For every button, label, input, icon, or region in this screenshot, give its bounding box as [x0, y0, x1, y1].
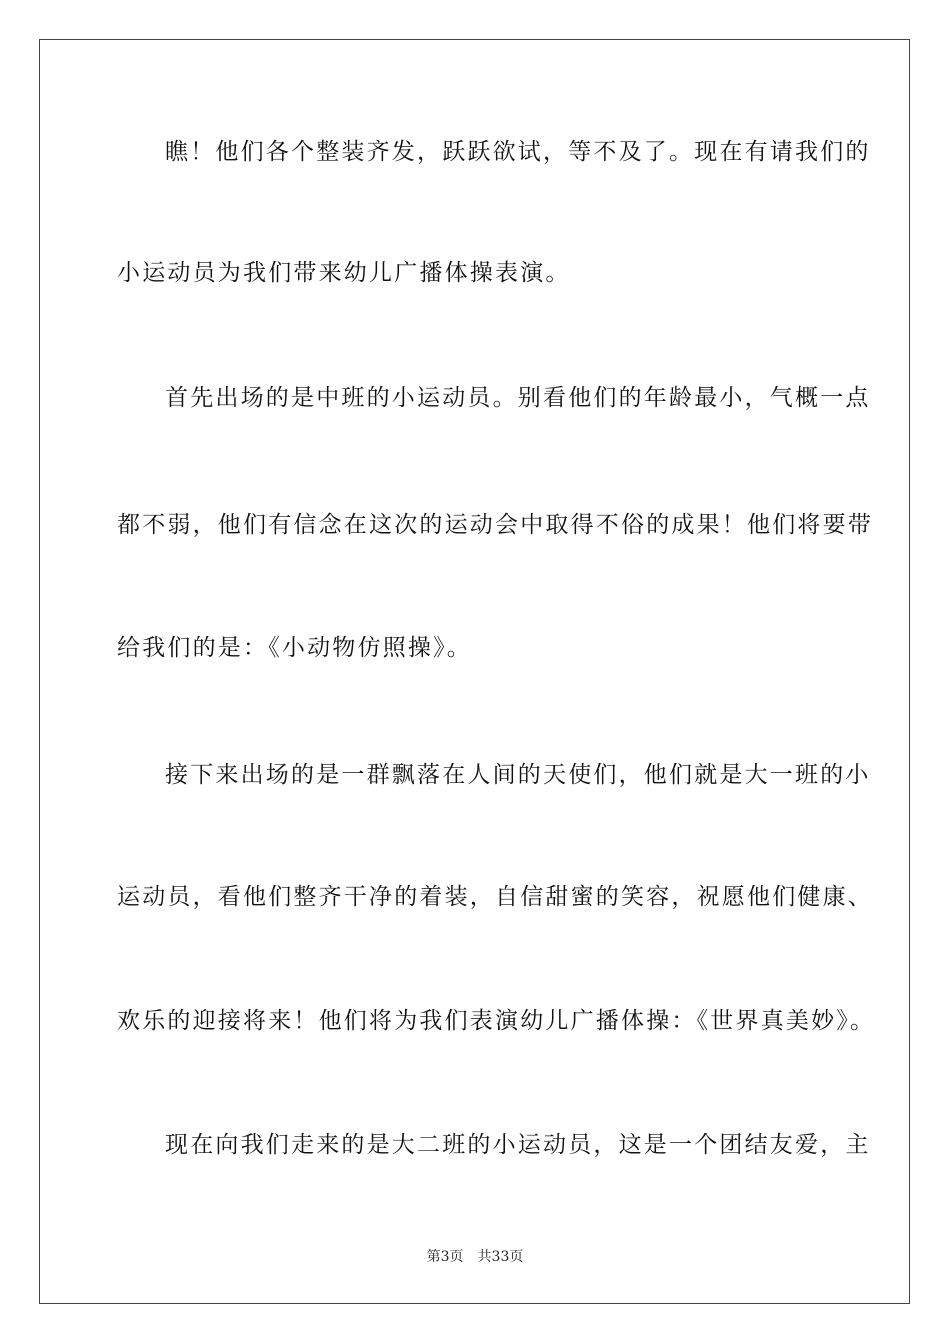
paragraph-2-line-1: 首先出场的是中班的小运动员。别看他们的年龄最小，气概一点 [165, 385, 871, 411]
page-border [39, 39, 910, 1304]
paragraph-2-line-3: 给我们的是：《小动物仿照操》。 [117, 635, 472, 661]
paragraph-2-line-2: 都不弱，他们有信念在这次的运动会中取得不俗的成果！他们将要带 [117, 512, 873, 538]
paragraph-4-line-1: 现在向我们走来的是大二班的小运动员，这是一个团结友爱，主 [165, 1132, 871, 1158]
page-footer [0, 1248, 950, 1266]
paragraph-3-line-3: 欢乐的迎接将来！他们将为我们表演幼儿广播体操：《世界真美妙》。 [117, 1008, 876, 1034]
paragraph-3-line-2: 运动员，看他们整齐干净的着装，自信甜蜜的笑容，祝愿他们健康、 [117, 884, 873, 910]
paragraph-3-line-1: 接下来出场的是一群飘落在人间的天使们，他们就是大一班的小 [165, 762, 871, 788]
page-total: 共33页 [477, 1249, 524, 1265]
paragraph-1-line-2: 小运动员为我们带来幼儿广播体操表演。 [117, 260, 571, 286]
paragraph-1-line-1: 瞧！他们各个整装齐发，跃跃欲试，等不及了。现在有请我们的 [165, 139, 871, 165]
page-number: 第3页 [426, 1249, 464, 1265]
